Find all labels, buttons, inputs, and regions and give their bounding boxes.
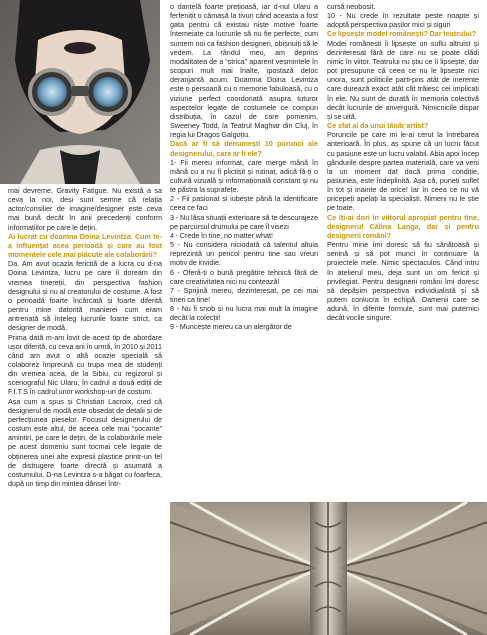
paragraph: Așa cum a spus și Christian Lacroix, cred că designerul de modă este obsedat de detalii și de perfecțiunea pieselor. Focusul designerului de costum este altul, de aceea cele mai “șocante” amintiri, pe care le dețin, de la colaborările mele pe acest domeniu sunt tocmai cele legate de obținerea unei alte expresii plastice printr-un fel de distrugere foarte directă și asumată a costumului. D-na Levintza s-a băgat cu foarfeca, după un timp din mintea dânsei într- bbox=[8, 396, 162, 488]
paragraph: 8 - Nu fi snob și nu lucra mai mult la imagine decât la colecții! bbox=[170, 304, 318, 323]
paragraph: 1- Fii mereu informat, care merge mână în mână cu a nu fi plictisit și rutinat, adică fă-ți o cultură vizuală și informațională constant și nu te păstra la suprafețe. bbox=[170, 157, 318, 195]
paragraph: 7 - Sprijină mereu, dezinteresat, pe cei mai tineri ca tine! bbox=[170, 285, 318, 304]
paragraph: 5 - Nu considera niciodată că talentul altuia reprezintă un pericol pentru tine sau vreun motiv de invidie. bbox=[170, 240, 318, 268]
article-column-1 bbox=[8, 186, 162, 488]
paragraph: 4 - Crede în tine, no matter what! bbox=[170, 230, 273, 240]
paragraph: o dantelă foarte prețioasă, iar d-nul Ularu a ferfenițit o cămașă la tivuri când aceasta a fost gata pentru că existau niște motive foarte întemeiate ca lucrurile să nu fie perfecte, cum suntem noi ca fashion designeri, obișnuiți să le vedem. La rândul meu, am deprins modalitatea de a “strica” aparent veșmintele în scopuri mult mai înalte, ipostază deloc deranjantă acum. Doamna Doina Levintza este o persoană cu o memorie fabuloasă, cu o viziune perfect coordonată asupra tuturor aspectelor legate de costumele ce compun distribuția, în cazul de care pomenim, Sweeney Todd, la Teatrul Maghiar din Cluj, în regia lui Dragoș Galgoțiu. bbox=[170, 2, 318, 140]
interview-question: Ce lipsește modei românești? Dar teatrului? bbox=[327, 29, 477, 39]
article-column-3 bbox=[327, 2, 479, 322]
interview-question: Ce sfat ai da unui tânăr artist? bbox=[327, 121, 429, 131]
interview-question: Ce îți-ai dori în viitorul apropiat pentru tine, designerul Călina Langa, dar și pentru designerii români? bbox=[327, 212, 479, 240]
paragraph: Poruncile pe care mi le-ai cerut la întrebarea anterioară. În plus, aș spune că un lucru făcut cu pasiune este un lucru valabil. Abia apoi încep gândurile despre partea materială, care va veni la un moment dat dacă prima condiție, pasiunea, este îndeplinită. Așa că, puneți suflet în tot și inainte de orice! Iar în ceea ce nu vă pricepeți apelați la specialiști. Nimeni nu le știe pe toate. bbox=[327, 130, 479, 213]
fabric-sculpture-photo bbox=[170, 502, 487, 635]
paragraph: 6 - Oferă-ți o bună pregătire tehnică fără de care creativitatea nici nu contează! bbox=[170, 267, 318, 286]
paragraph: Da. Am avut ocazia fericită de a lucra cu d-na Doina Levintza, lucru pe care il doream din vremea tinereții, din perspectiva fashion designului și nu al creatorului de costume. A fost o perioadă foarte încărcată și foarte diferită pentru mine datorită manierei cum eram antrenată să înțeleg lucrurile foarte strict, ca designer de modă. bbox=[8, 259, 162, 333]
paragraph: Prima dată m-am lovit de acest tip de abordare ușor diferită, cu ceva ani în urmă, în 2010 și 2011 când am avut o altă ocazie specială să colaborez împreună cu trupa mea de studenți din vremea acea, de la Sibiu, cu regizorul și scenograful Nic Ularu, în cadrul a două ediții de F.I.T.S în cadrul unor workshop-uri de costum. bbox=[8, 332, 162, 397]
paragraph: cursă neobosit. bbox=[327, 2, 376, 11]
paragraph: mai devreme, Gravity Fatigue. Nu există a sa ceva la noi, deși sunt semne că relația actor/consilier de imagine/designer este ceva mai bună decât în anii precedenți conform informațiilor pe care le dețin. bbox=[8, 186, 162, 232]
paragraph: 10 - Nu crede în rezultate peste noapte și adoptă perspectiva pașilor mici și siguri bbox=[327, 11, 479, 30]
paragraph: 3 - Nu lăsa situații exterioare să te descurajeze pe parcursul drumului pe care îl visezi bbox=[170, 212, 318, 231]
interview-question: Dacă ar fi să denumești 10 porunci ale designerului, care ar fi ele? bbox=[170, 139, 318, 158]
article-column-2 bbox=[170, 2, 318, 332]
portrait-photo bbox=[0, 0, 160, 184]
paragraph: 9 - Muncește mereu ca un alergător de bbox=[170, 322, 292, 332]
paragraph: Modei românești îi lipsește un suflu altruist și dezinteresat fără de care nu se poate clădi nimic în viitor. Teatrului nu știu ce îi lipsește, dar pot presupune că ceea ce nu le lipsește nici unora, sunt politicile parti-pris atât de inerente care durează exact atât cât trăiesc cei implicați în ele. Nu sunt de durată în memoria colectivă decât lucrurile de anvergură. Nimicnicile dispar și se uită. bbox=[327, 38, 479, 121]
interview-question: Ai lucrat cu doamna Doina Levintza. Cum te-a influențat acea perioadă și care au fost momentele cele mai plăcute ale colaborării? bbox=[8, 231, 162, 260]
paragraph: Pentru mine îmi doresc să fiu sănătoasă și senină și să pot munci în continuare la proiectele mele. Nimic spectaculos. Când intru în atelierul meu, deja sunt un om fericit și privilegiat. Pentru designerii români îmi doresc să depășim perspectiva individualistă și să putem conlucra în echipă. Oamenii care se adună, în diferite formule, sunt mai puternici decât vocile singure. bbox=[327, 240, 479, 323]
paragraph: 2 - Fii pasionat și iubește până la identificare ceea ce faci bbox=[170, 194, 318, 213]
